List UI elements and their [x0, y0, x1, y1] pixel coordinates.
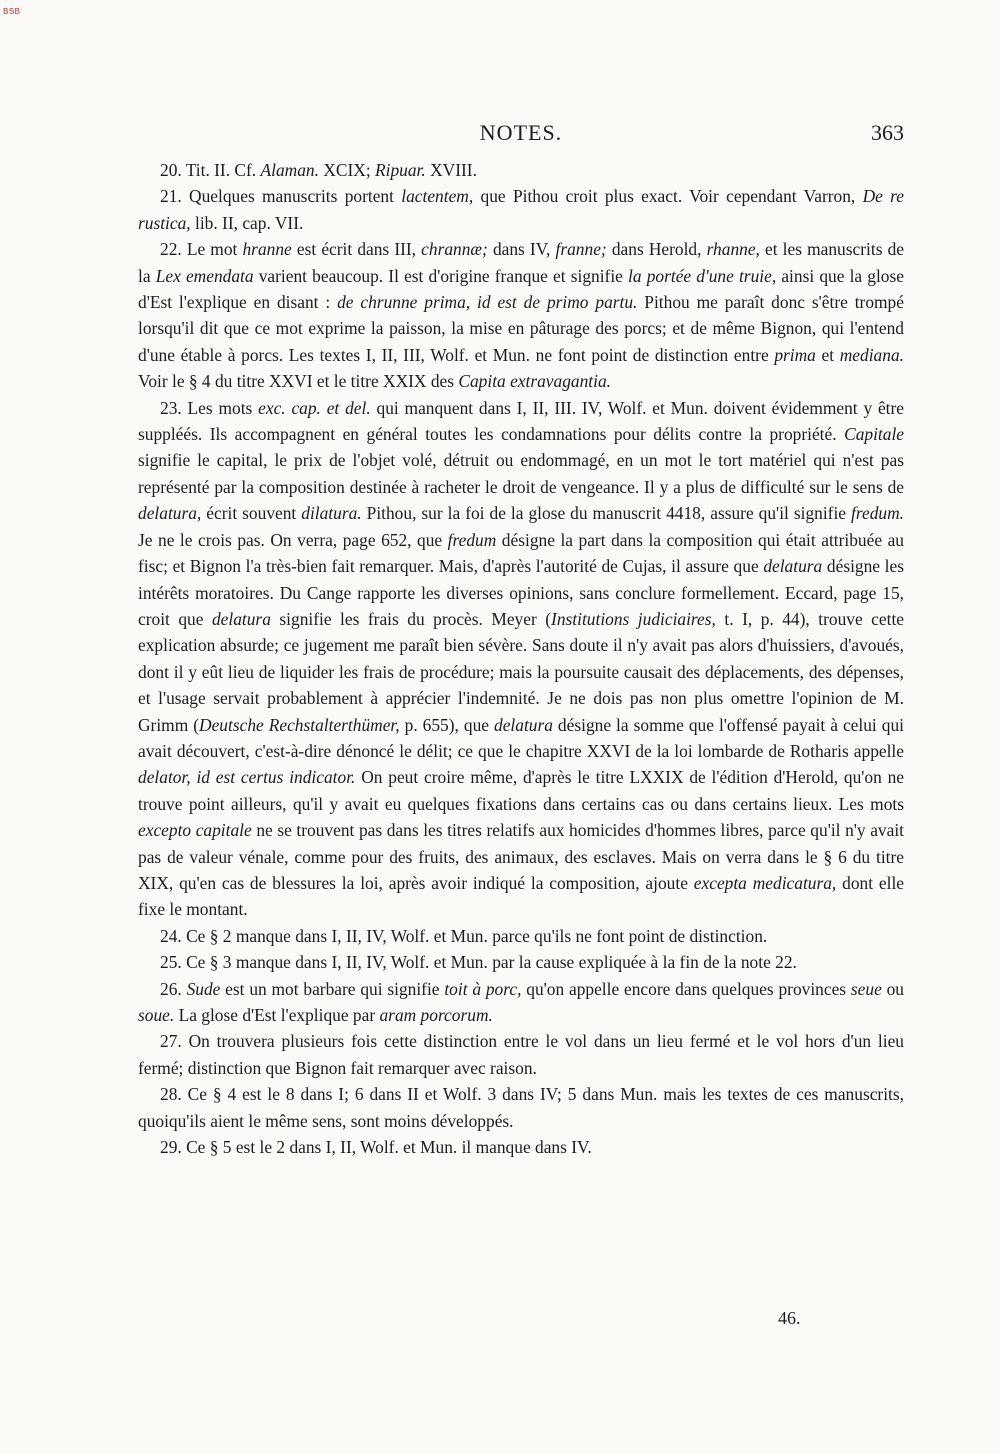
note-text: est écrit dans III,: [291, 239, 422, 260]
note-italic-text: De re rustica,: [138, 186, 905, 233]
note-text: désigne la part dans la composition qui était attribuée au fisc; et Bignon l'a très-bien fait remarquer. Mais, d'après l'autorité de Cujas, il assure que: [138, 529, 904, 577]
note-text: ne se trouvent pas dans les titres relatifs aux homicides d'hommes libres, parce qu'il n'y avait pas de valeur vénale, comme pour des fruits, des animaux, des esclaves. Mais on verra dans le § 6 du titre XIX, qu'en cas de blessures la loi, après avoir indiqué la composition, ajoute: [138, 820, 904, 893]
note-italic-text: hranne: [242, 239, 292, 260]
note-text: 29. Ce § 5 est le 2 dans I, II, Wolf. et Mun. il manque dans IV.: [160, 1137, 592, 1158]
note-text: dans Herold,: [606, 239, 707, 260]
note-italic-text: toit à porc,: [444, 978, 522, 999]
note-italic-text: Sude: [186, 978, 221, 999]
note-paragraph: [138, 949, 904, 975]
note-text: et: [815, 344, 840, 365]
note-italic-text: de chrunne prima, id est de primo partu.: [337, 292, 638, 313]
note-text: signifie le capital, le prix de l'objet volé, détruit ou endommagé, en un mot le tort matériel qui n'est pas représenté par la composition destinée à racheter le droit de vengeance. Il y a plus de difficulté sur le sens de: [138, 450, 904, 497]
note-italic-text: chrannæ;: [421, 239, 488, 260]
signature-folio: 46.: [778, 1308, 801, 1328]
note-text: 25. Ce § 3 manque dans I, II, IV, Wolf. et Mun. par la cause expliquée à la fin de la note 22.: [160, 952, 797, 973]
note-text: 28. Ce § 4 est le 8 dans I; 6 dans II et Wolf. 3 dans IV; 5 dans Mun. mais les textes de ces manuscrits, quoiqu'ils aient le même sens, sont moins développés.: [138, 1084, 904, 1131]
note-italic-text: Lex emendata: [155, 265, 254, 286]
note-text: qui manquent dans I, II, III. IV, Wolf. et Mun. doivent évidemment y être suppléés. Ils accompagnent en général toutes les condamnations pour délits contre la propriété.: [138, 397, 905, 445]
library-watermark: BSB: [3, 7, 21, 16]
note-italic-text: Institutions judiciaires,: [551, 608, 716, 629]
note-text: et les manuscrits de la: [138, 239, 904, 286]
note-text: 27. On trouvera plusieurs fois cette distinction entre le vol dans un lieu fermé et le vol hors d'un lieu fermé; distinction que Bignon fait remarquer avec raison.: [138, 1031, 904, 1078]
note-text: ou: [881, 978, 904, 999]
note-italic-text: lactentem,: [401, 186, 474, 207]
note-italic-text: mediana.: [839, 344, 904, 365]
page-header: [138, 120, 904, 152]
note-text: lib. II, cap. VII.: [190, 212, 304, 233]
note-italic-text: prima: [774, 344, 816, 365]
note-text: 23. Les mots: [160, 397, 259, 418]
note-text: Pithou, sur la foi de la glose du manuscrit 4418, assure qu'il signifie: [361, 503, 852, 524]
note-italic-text: delator, id est certus indicator.: [138, 767, 356, 788]
note-italic-text: dilatura.: [301, 503, 362, 524]
note-text: p. 655), que: [399, 714, 494, 735]
note-text: varient beaucoup. Il est d'origine franque et signifie: [253, 265, 629, 286]
note-text: t. I, p. 44), trouve cette explication absurde; ce jugement me paraît bien sévère. Sans doute il n'y avait pas alors d'huissiers, d'avoués, dont il y eût lieu de liquider les frais de procédure; mais la poursuite causait des déplacements, des dépenses, et l'usage servait probablement à apprécier l'indemnité. Je ne dois pas non plus omettre l'opinion de M. Grimm (: [138, 608, 904, 735]
note-italic-text: franne;: [555, 239, 607, 260]
note-paragraph: [138, 976, 904, 1029]
note-text: 24. Ce § 2 manque dans I, II, IV, Wolf. et Mun. parce qu'ils ne font point de distinction.: [160, 925, 768, 946]
note-text: désigne les intérêts moratoires. Du Cange rapporte les diverses opinions, sans conclure formellement. Eccard, page 15, croit que: [138, 556, 904, 629]
note-italic-text: seue: [850, 978, 882, 999]
note-italic-text: la portée d'une truie,: [628, 265, 777, 286]
note-text: XVIII.: [425, 160, 477, 180]
note-text: 22. Le mot: [160, 239, 243, 260]
note-italic-text: excepto capitale: [138, 820, 252, 841]
note-text: Voir le § 4 du titre XXVI et le titre XXIX des: [138, 371, 459, 392]
page-number: 363: [871, 120, 904, 145]
note-italic-text: delatura: [763, 556, 823, 577]
note-italic-text: delatura: [494, 714, 553, 735]
note-italic-text: rhanne,: [706, 239, 760, 260]
note-italic-text: Ripuar.: [375, 160, 426, 180]
note-italic-text: Capita extravagantia.: [458, 371, 612, 392]
note-paragraph: [138, 1028, 904, 1081]
note-paragraph: [138, 183, 904, 236]
note-text: 21. Quelques manuscrits portent: [160, 186, 402, 207]
note-italic-text: fredum.: [851, 503, 904, 524]
note-text: signifie les frais du procès. Meyer (: [270, 608, 552, 629]
note-text: On peut croire même, d'après le titre LXXIX de l'édition d'Herold, qu'on ne trouve point ailleurs, qu'il y avait eu quelques fixations dans certains cas ou dans certains lieux. Les mots: [138, 767, 905, 814]
note-text: écrit souvent: [201, 503, 302, 524]
note-text: 20. Tit. II. Cf.: [160, 160, 261, 180]
note-text: Je ne le crois pas. On verra, page 652, que: [138, 529, 448, 550]
note-text: désigne la somme que l'offensé payait à celui qui avait découvert, c'est-à-dire dénoncé le délit; ce que le chapitre XXVI de la loi lombarde de Rotharis appelle: [138, 714, 904, 761]
note-italic-text: Capitale: [844, 424, 904, 445]
note-paragraph: [138, 923, 904, 949]
note-paragraph: [138, 236, 904, 394]
note-italic-text: soue.: [138, 1005, 175, 1025]
note-text: 26.: [160, 978, 187, 999]
note-text: dans IV,: [487, 239, 556, 260]
note-text: dont elle fixe le montant.: [138, 872, 904, 920]
note-text: XCIX;: [318, 160, 376, 180]
note-paragraph: [138, 1134, 904, 1160]
note-text: est un mot barbare qui signifie: [220, 978, 445, 999]
note-italic-text: Deutsche Rechstalterthümer,: [199, 714, 400, 735]
note-italic-text: excepta medicatura,: [693, 872, 837, 893]
note-italic-text: Alaman.: [260, 160, 319, 180]
note-paragraph: [138, 157, 904, 183]
note-text: qu'on appelle encore dans quelques provinces: [521, 978, 851, 999]
note-italic-text: delatura: [211, 608, 271, 629]
note-text: que Pithou croit plus exact. Voir cependant Varron,: [473, 186, 863, 207]
running-title: NOTES.: [479, 120, 563, 145]
note-text: Pithou me paraît donc s'être trompé lorsqu'il dit que ce mot exprime la paisson, la mise en pâturage des porcs; et de même Bignon, qui l'entend d'une étable à porcs. Les textes I, II, III, Wolf. et Mun. ne font point de distinction entre: [138, 292, 904, 365]
notes-body: [138, 157, 904, 1160]
note-italic-text: fredum: [447, 529, 497, 550]
note-text: La glose d'Est l'explique par: [174, 1005, 380, 1025]
note-paragraph: [138, 1081, 904, 1134]
note-italic-text: exc. cap. et del.: [258, 397, 371, 418]
note-paragraph: [138, 395, 904, 923]
note-italic-text: aram porcorum.: [379, 1005, 493, 1025]
note-italic-text: delatura,: [138, 503, 202, 524]
note-text: ainsi que la glose d'Est l'explique en disant :: [138, 265, 904, 313]
